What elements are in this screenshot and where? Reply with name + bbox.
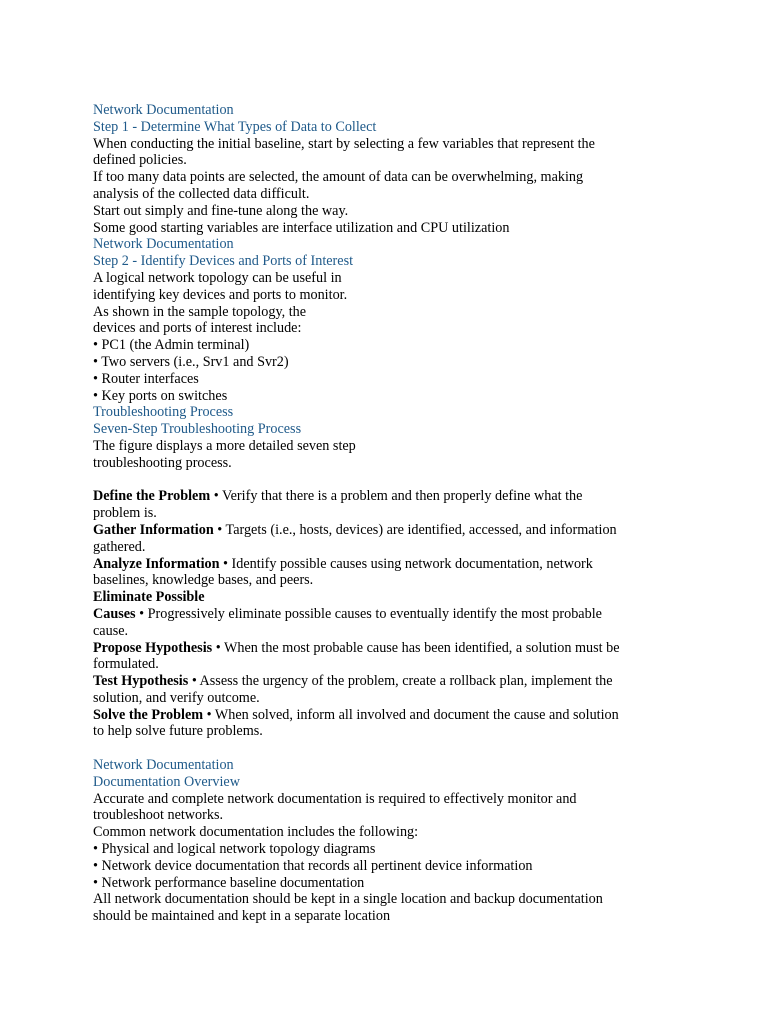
body-text: All network documentation should be kept in a single location and backup documentation: [93, 891, 603, 908]
step-line: [93, 488, 673, 505]
body-text: devices and ports of interest include:: [93, 320, 302, 337]
body-text: analysis of the collected data difficult.: [93, 185, 310, 202]
list-item: • Router interfaces: [93, 370, 199, 387]
step-term: Gather Information: [93, 521, 214, 538]
step-continuation: baselines, knowledge bases, and peers.: [93, 572, 314, 589]
step-text: • Progressively eliminate possible causes to eventually identify the most probable: [135, 605, 602, 622]
section-subheading: Step 2 - Identify Devices and Ports of Interest: [93, 253, 354, 270]
step-continuation: to help solve future problems.: [93, 723, 263, 740]
step-term: Eliminate Possible: [93, 589, 205, 606]
section-subheading: Documentation Overview: [93, 773, 240, 790]
section-heading: Network Documentation: [93, 757, 234, 774]
step-continuation: cause.: [93, 622, 129, 639]
step-text: • Identify possible causes using network documentation, network: [219, 555, 593, 572]
step-text: • Assess the urgency of the problem, create a rollback plan, implement the: [188, 673, 613, 690]
body-text: If too many data points are selected, the amount of data can be overwhelming, making: [93, 169, 584, 186]
body-text: Common network documentation includes the following:: [93, 824, 419, 841]
section-subheading: Seven-Step Troubleshooting Process: [93, 421, 302, 438]
list-item: • Network device documentation that records all pertinent device information: [93, 857, 533, 874]
spacer: [93, 740, 673, 757]
body-text: As shown in the sample topology, the: [93, 303, 307, 320]
body-text: identifying key devices and ports to monitor.: [93, 286, 348, 303]
step-line: [93, 606, 673, 623]
list-item: • Two servers (i.e., Srv1 and Svr2): [93, 353, 289, 370]
step-text: • When the most probable cause has been identified, a solution must be: [212, 639, 620, 656]
body-text: should be maintained and kept in a separate location: [93, 908, 391, 925]
step-text: • Targets (i.e., hosts, devices) are identified, accessed, and information: [213, 521, 617, 538]
body-text: Start out simply and fine-tune along the way.: [93, 202, 349, 219]
step-term: Causes: [93, 605, 136, 622]
step-line: [93, 673, 673, 690]
body-text: When conducting the initial baseline, start by selecting a few variables that represent the: [93, 135, 595, 152]
step-line: [93, 707, 673, 724]
section-subheading: Step 1 - Determine What Types of Data to Collect: [93, 118, 377, 135]
step-line: [93, 589, 673, 606]
section-heading: Network Documentation: [93, 102, 234, 118]
step-continuation: gathered.: [93, 538, 146, 555]
body-text: Accurate and complete network documentation is required to effectively monitor and: [93, 790, 577, 807]
step-text: • When solved, inform all involved and document the cause and solution: [203, 706, 619, 723]
step-continuation: formulated.: [93, 656, 159, 673]
body-text: A logical network topology can be useful in: [93, 269, 342, 286]
step-text: • Verify that there is a problem and then properly define what the: [210, 488, 583, 505]
spacer: [93, 472, 673, 489]
list-item: • Physical and logical network topology diagrams: [93, 841, 376, 858]
section-heading: Network Documentation: [93, 236, 234, 253]
step-term: Analyze Information: [93, 555, 220, 572]
step-line: [93, 556, 673, 573]
body-text: troubleshooting process.: [93, 454, 232, 471]
section-heading: Troubleshooting Process: [93, 404, 234, 421]
body-text: troubleshoot networks.: [93, 807, 224, 824]
list-item: • Network performance baseline documentation: [93, 874, 365, 891]
step-term: Define the Problem: [93, 488, 211, 505]
step-line: [93, 640, 673, 657]
list-item: • PC1 (the Admin terminal): [93, 337, 250, 354]
step-line: [93, 522, 673, 539]
document-page: [93, 102, 673, 925]
body-text: Some good starting variables are interface utilization and CPU utilization: [93, 219, 510, 236]
list-item: • Key ports on switches: [93, 387, 228, 404]
step-continuation: solution, and verify outcome.: [93, 689, 260, 706]
body-text: defined policies.: [93, 152, 187, 169]
step-term: Test Hypothesis: [93, 673, 189, 690]
step-term: Solve the Problem: [93, 706, 204, 723]
step-term: Propose Hypothesis: [93, 639, 213, 656]
body-text: The figure displays a more detailed seven step: [93, 437, 356, 454]
step-continuation: problem is.: [93, 505, 157, 522]
